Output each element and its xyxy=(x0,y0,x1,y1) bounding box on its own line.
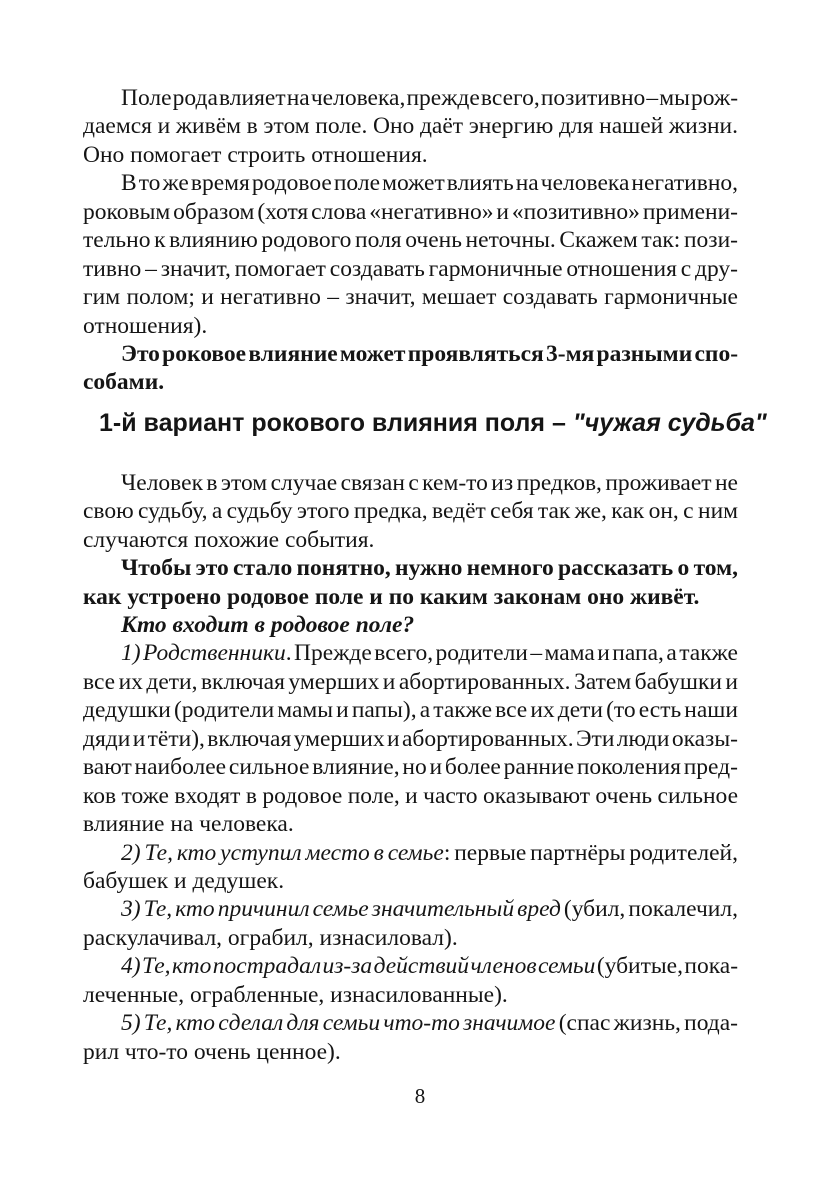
text-line xyxy=(83,169,738,197)
text-run: рил что-то очень ценное). xyxy=(83,1038,341,1065)
text-run: леченные, ограбленные, изнасилованные). xyxy=(83,981,508,1008)
text-run: вают наиболее сильное влияние, но и более ранние поколения пред- xyxy=(83,754,738,781)
text-line xyxy=(83,141,738,169)
text-line xyxy=(83,340,738,368)
paragraph xyxy=(83,895,738,952)
text-line xyxy=(83,312,738,340)
text-run: Оно помогает строить отношения. xyxy=(83,141,428,168)
text-run: свою судьбу, а судьбу этого предка, ведёт себя так же, как он, с ним xyxy=(83,498,739,525)
text-run: бабушек и дедушек. xyxy=(83,867,285,894)
text-line-content xyxy=(121,341,738,367)
text-run: собами. xyxy=(83,369,165,396)
paragraph xyxy=(83,84,738,169)
text-line-content xyxy=(83,783,738,809)
text-run: тивно – значит, помогает создавать гармоничные отношения с дру- xyxy=(83,255,738,282)
text-line-content xyxy=(121,840,738,866)
text-run: дедушки (родители мамы и папы), а также все их дети (то есть наши xyxy=(83,697,738,724)
paragraph xyxy=(83,839,738,896)
text-line-content xyxy=(83,498,738,524)
text-line xyxy=(83,810,738,838)
text-run: как устроено родовое поле и по каким законам оно живёт. xyxy=(83,583,700,610)
text-run: Человек в этом случае связан с кем-то из предков, проживает не xyxy=(121,469,738,496)
text-line xyxy=(83,497,738,525)
text-line xyxy=(83,639,738,667)
text-run: Это роковое влияние может проявляться 3-мя разными спо- xyxy=(121,340,739,367)
text-line xyxy=(83,198,738,226)
text-line xyxy=(83,952,738,980)
text-line xyxy=(83,583,738,611)
text-line-content xyxy=(83,925,458,951)
paragraph xyxy=(83,169,738,340)
text-run: (убитые, пока- xyxy=(595,953,739,980)
page-body xyxy=(83,84,767,1066)
text-line-content xyxy=(83,227,738,253)
text-run: 1-й вариант рокового влияния поля – xyxy=(99,408,573,437)
text-run: отношения). xyxy=(83,312,208,339)
text-run: "чужая судьба" xyxy=(572,408,767,437)
text-line-content xyxy=(83,284,738,310)
text-run: роковым образом (хотя слова «негативно» и «позитивно» примени- xyxy=(83,198,739,225)
text-line-content xyxy=(121,640,738,666)
text-line xyxy=(83,725,738,753)
text-run: . Прежде всего, родители – мама и папа, а также xyxy=(285,640,738,667)
paragraph xyxy=(83,952,738,1009)
text-run: 1) Родственники xyxy=(121,640,286,667)
text-run: ков тоже входят в родовое поле, и часто оказывают очень сильное xyxy=(83,782,739,809)
text-line xyxy=(83,782,738,810)
text-run: 2) Те, кто уступил место в семье xyxy=(121,839,444,866)
paragraph xyxy=(83,1009,738,1066)
text-line xyxy=(83,668,738,696)
text-run: Кто входит в родовое поле? xyxy=(121,612,415,638)
paragraph xyxy=(83,639,738,838)
text-line xyxy=(83,1009,738,1037)
text-line-content xyxy=(121,953,738,979)
text-line-content xyxy=(83,199,738,225)
paragraph xyxy=(83,340,738,397)
text-line xyxy=(83,895,738,923)
text-line xyxy=(83,554,738,582)
text-line-content xyxy=(83,369,164,395)
section-heading xyxy=(99,408,767,438)
text-line xyxy=(83,696,738,724)
text-line xyxy=(83,611,738,639)
text-line-content xyxy=(83,754,738,780)
text-run: (спас жизнь, пода- xyxy=(555,1010,739,1037)
text-line-content xyxy=(121,612,414,638)
text-line xyxy=(83,753,738,781)
text-line-content xyxy=(121,555,738,581)
text-line xyxy=(83,526,738,554)
text-line-content xyxy=(121,170,738,196)
text-line-content xyxy=(83,982,508,1008)
text-line xyxy=(83,1038,738,1066)
text-run: даемся и живём в этом поле. Оно даёт энергию для нашей жизни. xyxy=(83,113,739,140)
text-line xyxy=(83,981,738,1009)
text-line xyxy=(83,368,738,396)
text-run: : первые партнёры родителей, xyxy=(443,839,738,866)
text-line xyxy=(83,839,738,867)
text-run: все их дети, включая умерших и абортированных. Затем бабушки и xyxy=(83,668,739,695)
text-line-content xyxy=(83,697,738,723)
text-run: 3) Те, кто причинил семье значительный вред xyxy=(121,896,561,923)
text-run: случаются похожие события. xyxy=(83,526,375,553)
text-line xyxy=(83,112,738,140)
text-line xyxy=(83,226,738,254)
paragraph xyxy=(83,554,738,611)
text-line-content xyxy=(83,669,738,695)
text-run: раскулачивал, ограбил, изнасиловал). xyxy=(83,924,458,951)
page-number: 8 xyxy=(414,1084,426,1108)
paragraph xyxy=(83,469,738,554)
text-line xyxy=(83,469,738,497)
text-line-content xyxy=(83,584,699,610)
text-run: дяди и тёти), включая умерших и абортированных. Эти люди оказы- xyxy=(83,725,738,752)
text-run: 5) Те, кто сделал для семьи что-то значимое xyxy=(121,1010,556,1037)
text-line xyxy=(83,924,738,952)
text-run: тельно к влиянию родового поля очень неточны. Скажем так: пози- xyxy=(83,227,738,254)
text-run: Поле рода влияет на человека, прежде всего, позитивно – мы рож- xyxy=(121,85,739,111)
text-line-content xyxy=(121,896,738,922)
text-line-content xyxy=(83,811,294,837)
text-line-content xyxy=(83,142,428,168)
text-run: 4) Те, кто пострадал из-за действий членов семьи xyxy=(121,953,596,980)
text-run: гим полом; и негативно – значит, мешает создавать гармоничные xyxy=(83,284,738,311)
text-line-content xyxy=(121,85,738,111)
text-line xyxy=(83,255,738,283)
text-line-content xyxy=(83,868,284,894)
text-line xyxy=(83,84,738,112)
text-line-content xyxy=(121,470,738,496)
text-line-content xyxy=(83,256,738,282)
paragraph xyxy=(83,611,738,639)
text-run: (убил, покалечил, xyxy=(560,896,738,923)
text-line-content xyxy=(83,527,374,553)
text-run: Чтобы это стало понятно, нужно немного рассказать о том, xyxy=(121,555,738,582)
text-run: влияние на человека. xyxy=(83,811,294,838)
text-line-content xyxy=(83,1039,341,1065)
text-line-content xyxy=(83,726,738,752)
text-line xyxy=(83,283,738,311)
text-line xyxy=(83,867,738,895)
text-run: В то же время родовое поле может влиять на человека негативно, xyxy=(121,170,739,197)
text-line-content xyxy=(121,1010,738,1036)
text-line-content xyxy=(83,113,738,139)
text-line-content xyxy=(83,313,207,339)
